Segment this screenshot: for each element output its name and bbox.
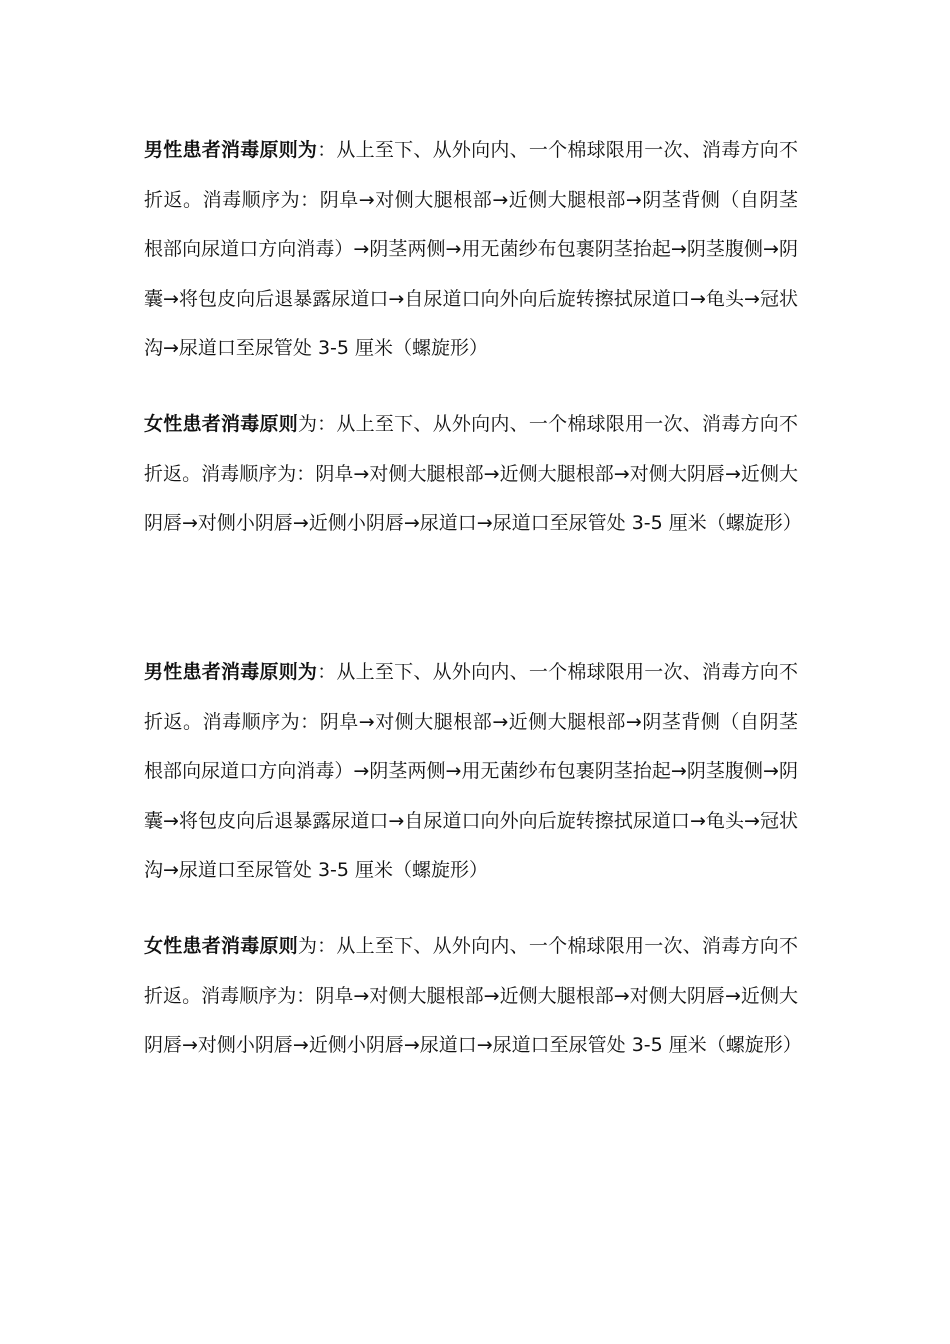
female-disinfection-paragraph <box>144 400 802 549</box>
paragraph-heading: 男性患者消毒原则为 <box>144 661 318 683</box>
paragraph-body: 为：从上至下、从外向内、一个棉球限用一次、消毒方向不折返。消毒顺序为：阴阜→对侧大腿根部→近侧大腿根部→对侧大阴唇→近侧大阴唇→对侧小阴唇→近侧小阴唇→尿道口→尿道口至尿管处 3-5 厘米（螺旋形） <box>144 413 802 534</box>
paragraph-body: ：从上至下、从外向内、一个棉球限用一次、消毒方向不折返。消毒顺序为：阴阜→对侧大腿根部→近侧大腿根部→阴茎背侧（自阴茎根部向尿道口方向消毒）→阴茎两侧→用无菌纱布包裹阴茎抬起→阴茎腹侧→阴囊→将包皮向后退暴露尿道口→自尿道口向外向后旋转擦拭尿道口→龟头→冠状沟→尿道口至尿管处 3-5 厘米（螺旋形） <box>144 661 798 881</box>
male-disinfection-paragraph <box>144 126 798 374</box>
female-disinfection-paragraph-repeat <box>144 922 802 1071</box>
paragraph-heading: 男性患者消毒原则为 <box>144 139 318 161</box>
paragraph-body: ：从上至下、从外向内、一个棉球限用一次、消毒方向不折返。消毒顺序为：阴阜→对侧大腿根部→近侧大腿根部→阴茎背侧（自阴茎根部向尿道口方向消毒）→阴茎两侧→用无菌纱布包裹阴茎抬起→阴茎腹侧→阴囊→将包皮向后退暴露尿道口→自尿道口向外向后旋转擦拭尿道口→龟头→冠状沟→尿道口至尿管处 3-5 厘米（螺旋形） <box>144 139 798 359</box>
paragraph-heading: 女性患者消毒原则 <box>144 413 298 435</box>
paragraph-heading: 女性患者消毒原则 <box>144 935 298 957</box>
paragraph-body: 为：从上至下、从外向内、一个棉球限用一次、消毒方向不折返。消毒顺序为：阴阜→对侧大腿根部→近侧大腿根部→对侧大阴唇→近侧大阴唇→对侧小阴唇→近侧小阴唇→尿道口→尿道口至尿管处 3-5 厘米（螺旋形） <box>144 935 802 1056</box>
male-disinfection-paragraph-repeat <box>144 648 798 896</box>
